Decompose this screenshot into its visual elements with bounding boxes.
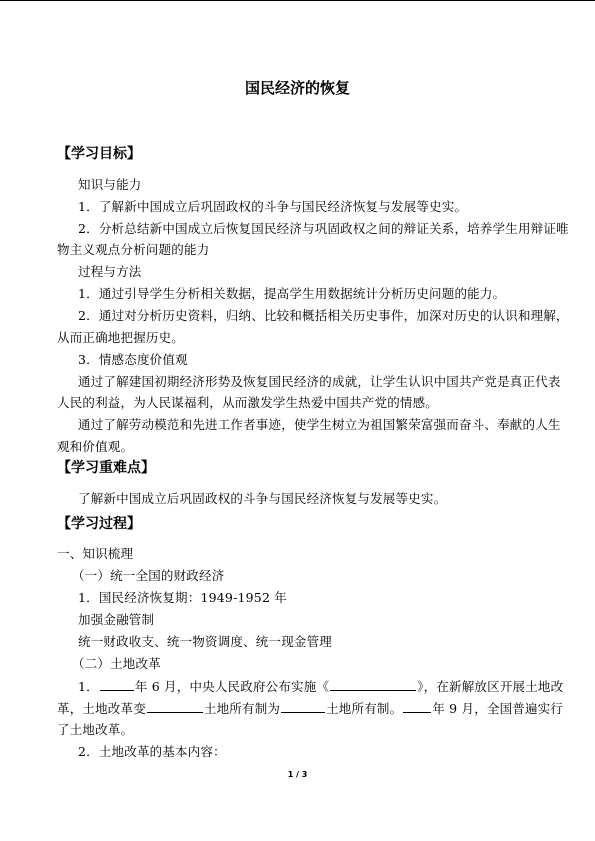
top-border-line — [0, 0, 595, 1]
process-line-land-reform: （二）土地改革 — [72, 656, 161, 671]
process-line-unify-three: 统一财政收支、统一物资调度、统一现金管理 — [78, 634, 333, 649]
process-line-land-reform-3: 了土地改革。 — [57, 722, 134, 737]
goals-line-3: 1．通过引导学生分析相关数据，提高学生用数据统计分析历史问题的能力。 — [78, 286, 506, 301]
fill-line-text-e: 土地所有制。 — [326, 701, 403, 716]
goals-line-7: 通过了解劳动模范和先进工作者事迹，使学生树立为祖国繁荣富强而奋斗、奉献的人生 — [78, 417, 561, 432]
fill-blank-new-ownership[interactable] — [281, 700, 325, 713]
goals-line-6-cont: 人民的利益，为人民谋福利，从而激发学生热爱中国共产党的情感。 — [57, 395, 439, 410]
process-line-knowledge-review: 一、知识梳理 — [57, 546, 134, 561]
document-title: 国民经济的恢复 — [244, 79, 350, 97]
goals-line-4: 2．通过对分析历史资料，归纳、比较和概括相关历史事件，加深对历史的认识和理解， — [78, 308, 569, 323]
goals-line-6: 通过了解建国初期经济形势及恢复国民经济的成就，让学生认识中国共产党是真正代表 — [78, 374, 561, 389]
process-line-recovery-period: 1．国民经济恢复期：1949-1952 年 — [78, 590, 287, 605]
process-line-land-reform-content: 2．土地改革的基本内容： — [78, 744, 226, 759]
page-number: 1 / 3 — [287, 770, 308, 779]
fill-blank-year-1[interactable] — [100, 678, 134, 691]
goals-line-4-cont: 从而正确地把握历史。 — [57, 330, 185, 345]
fill-blank-year-2[interactable] — [403, 700, 431, 713]
process-line-land-reform-2 — [57, 700, 563, 717]
section-heading-goals: 【学习目标】 — [57, 146, 141, 162]
goals-line-2-cont: 物主义观点分析问题的能力 — [57, 242, 210, 257]
fill-blank-law-name[interactable] — [330, 678, 416, 691]
section-heading-process: 【学习过程】 — [57, 516, 141, 532]
fill-line-text-d: 土地所有制为 — [203, 701, 281, 716]
section-heading-keypoints: 【学习重难点】 — [57, 460, 155, 476]
process-line-finance-control: 加强金融管制 — [78, 612, 155, 627]
goals-line-process: 过程与方法 — [78, 264, 142, 279]
keypoints-line: 了解新中国成立后巩固政权的斗争与国民经济恢复与发展等史实。 — [78, 491, 447, 506]
process-line-unify-finance: （一）统一全国的财政经济 — [72, 568, 225, 583]
goals-line-7-cont: 观和价值观。 — [57, 439, 134, 454]
fill-line-text-a: 年 6 月，中央人民政府公布实施《 — [134, 679, 330, 694]
fill-line-prefix: 1． — [78, 679, 99, 694]
fill-line-text-f: 年 9 月，全国普遍实行 — [432, 701, 564, 716]
goals-line-5: 3．情感态度价值观 — [78, 352, 188, 367]
fill-line-text-b: 》，在新解放区开展土地改 — [417, 679, 564, 694]
goals-line-1: 1．了解新中国成立后巩固政权的斗争与国民经济恢复与发展等史实。 — [78, 199, 468, 214]
goals-line-knowledge: 知识与能力 — [78, 177, 142, 192]
goals-line-2: 2．分析总结新中国成立后恢复国民经济与巩固政权之间的辩证关系，培养学生用辩证唯 — [78, 221, 569, 236]
process-line-land-reform-1 — [78, 678, 563, 695]
fill-line-text-c: 革，土地改革变 — [57, 701, 146, 716]
fill-blank-old-ownership[interactable] — [147, 700, 203, 713]
